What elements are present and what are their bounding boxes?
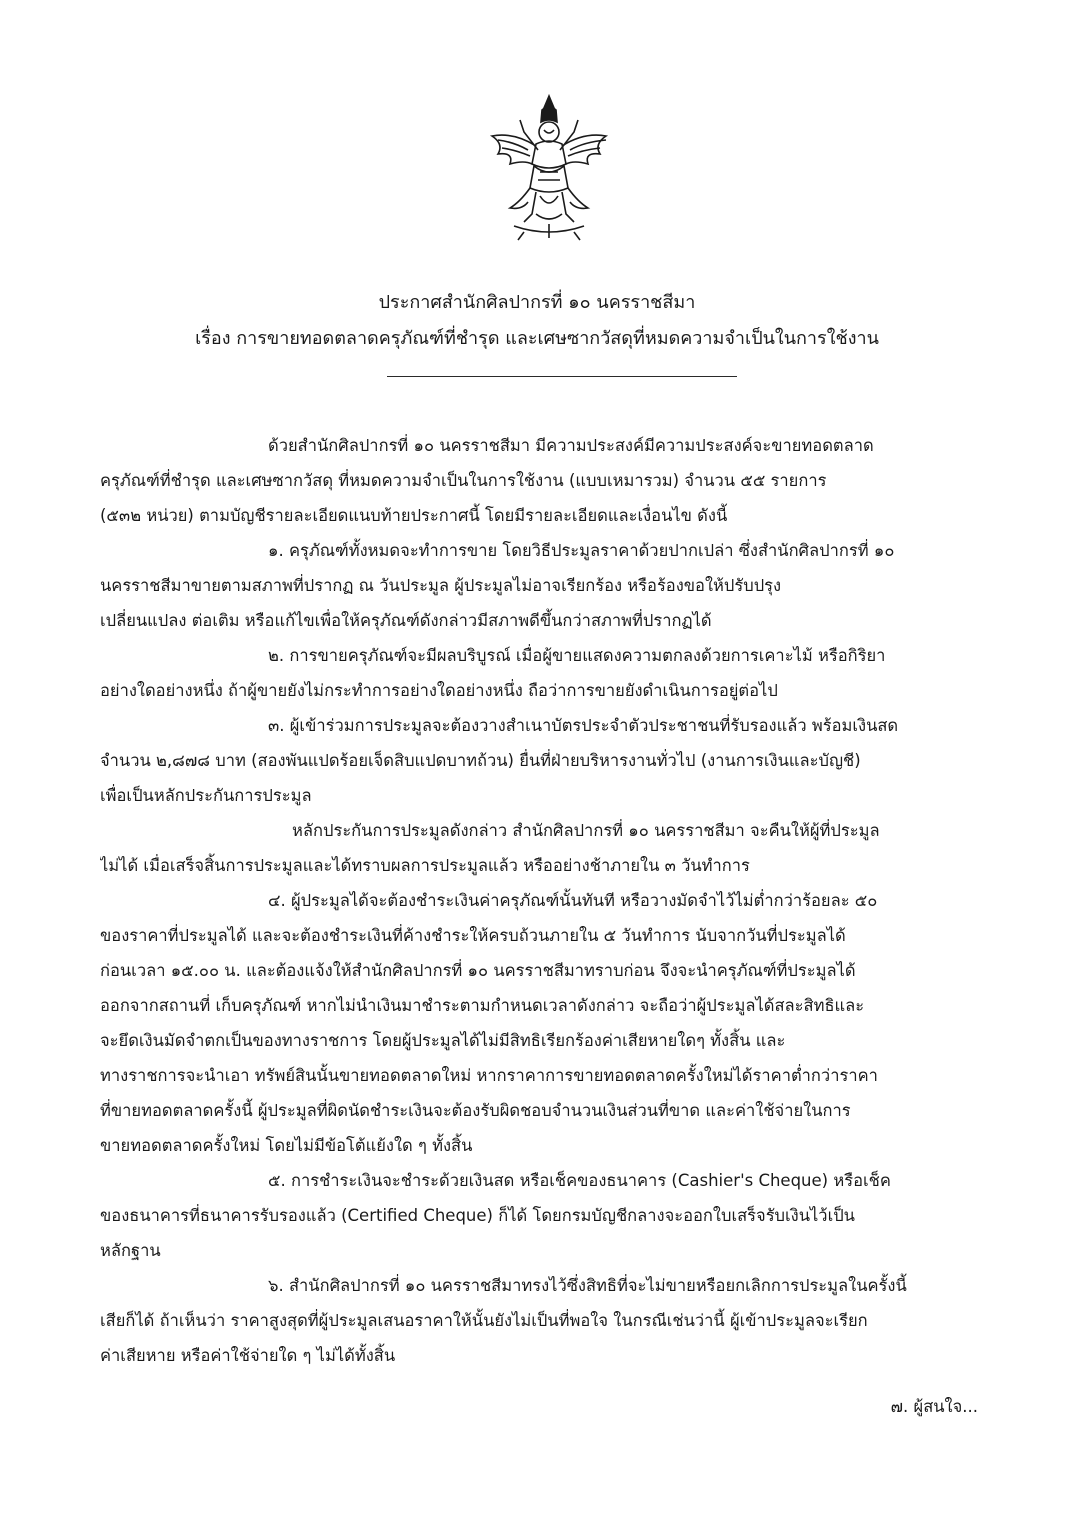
body-line: ครุภัณฑ์ที่ชำรุด และเศษซากวัสดุ ที่หมดความจำเป็นในการใช้งาน (แบบเหมารวม) จำนวน ๕๕ รายการ [100,471,827,490]
body-line: ๒. การขายครุภัณฑ์จะมีผลบริบูรณ์ เมื่อผู้ขายแสดงความตกลงด้วยการเคาะไม้ หรือกิริยา [268,646,886,665]
title-divider [387,376,737,377]
body-line: (๕๓๒ หน่วย) ตามบัญชีรายละเอียดแนบท้ายประกาศนี้ โดยมีรายละเอียดและเงื่อนไข ดังนี้ [100,506,728,525]
body-line: อย่างใดอย่างหนึ่ง ถ้าผู้ขายยังไม่กระทำการอย่างใดอย่างหนึ่ง ถือว่าการขายยังดำเนินการอยู่ต่อไป [100,681,778,700]
body-line: จำนวน ๒,๘๗๘ บาท (สองพันแปดร้อยเจ็ดสิบแปดบาทถ้วน) ยื่นที่ฝ่ายบริหารงานทั่วไป (งานการเงินและบัญชี) [100,751,861,770]
announcement-title: ประกาศสำนักศิลปากรที่ ๑๐ นครราชสีมา [378,292,696,313]
body-line: ไม่ได้ เมื่อเสร็จสิ้นการประมูลและได้ทราบผลการประมูลแล้ว หรืออย่างช้าภายใน ๓ วันทำการ [100,856,750,875]
body-line: ๑. ครุภัณฑ์ทั้งหมดจะทำการขาย โดยวิธีประมูลราคาด้วยปากเปล่า ซึ่งสำนักศิลปากรที่ ๑๐ [268,541,895,560]
body-line: ที่ขายทอดตลาดครั้งนี้ ผู้ประมูลที่ผิดนัดชำระเงินจะต้องรับผิดชอบจำนวนเงินส่วนที่ขาด และค่าใช้จ่ายในการ [100,1101,851,1120]
body-line: นครราชสีมาขายตามสภาพที่ปรากฏ ณ วันประมูล ผู้ประมูลไม่อาจเรียกร้อง หรือร้องขอให้ปรับปรุง [100,576,782,595]
body-line: จะยึดเงินมัดจำตกเป็นของทางราชการ โดยผู้ประมูลได้ไม่มีสิทธิเรียกร้องค่าเสียหายใดๆ ทั้งสิ้น และ [100,1031,786,1050]
body-line: เปลี่ยนแปลง ต่อเติม หรือแก้ไขเพื่อให้ครุภัณฑ์ดังกล่าวมีสภาพดีขึ้นกว่าสภาพที่ปรากฏได้ [100,611,712,630]
body-line: ของราคาที่ประมูลได้ และจะต้องชำระเงินที่ค้างชำระให้ครบถ้วนภายใน ๕ วันทำการ นับจากวันที่ประมูลได้ [100,926,846,945]
body-line: เสียก็ได้ ถ้าเห็นว่า ราคาสูงสุดที่ผู้ประมูลเสนอราคาให้นั้นยังไม่เป็นที่พอใจ ในกรณีเช่นว่านี้ ผู้เข้าประมูลจะเรียก [100,1311,868,1330]
announcement-subject: เรื่อง การขายทอดตลาดครุภัณฑ์ที่ชำรุด และเศษซากวัสดุที่หมดความจำเป็นในการใช้งาน [195,328,879,349]
body-line: เพื่อเป็นหลักประกันการประมูล [100,786,312,805]
body-line: ๕. การชำระเงินจะชำระด้วยเงินสด หรือเช็คของธนาคาร (Cashier's Cheque) หรือเช็ค [268,1171,891,1190]
announcement-body [100,428,976,1373]
body-line: ของธนาคารที่ธนาคารรับรองแล้ว (Certified Cheque) ก็ได้ โดยกรมบัญชีกลางจะออกใบเสร็จรับเงินไว้เป็น [100,1206,855,1225]
body-line: ออกจากสถานที่ เก็บครุภัณฑ์ หากไม่นำเงินมาชำระตามกำหนดเวลาดังกล่าว จะถือว่าผู้ประมูลได้สละสิทธิและ [100,996,865,1015]
body-line: ทางราชการจะนำเอา ทรัพย์สินนั้นขายทอดตลาดใหม่ หากราคาการขายทอดตลาดครั้งใหม่ได้ราคาต่ำกว่าราคา [100,1066,878,1085]
continuation-marker: ๗. ผู้สนใจ... [890,1397,978,1416]
body-line: ๓. ผู้เข้าร่วมการประมูลจะต้องวางสำเนาบัตรประจำตัวประชาชนที่รับรองแล้ว พร้อมเงินสด [268,716,899,735]
body-line: ค่าเสียหาย หรือค่าใช้จ่ายใด ๆ ไม่ได้ทั้งสิ้น [100,1346,396,1365]
garuda-emblem-icon [484,92,614,242]
body-line: ๔. ผู้ประมูลได้จะต้องชำระเงินค่าครุภัณฑ์นั้นทันที หรือวางมัดจำไว้ไม่ต่ำกว่าร้อยละ ๕๐ [268,891,878,910]
body-line: ๖. สำนักศิลปากรที่ ๑๐ นครราชสีมาทรงไว้ซึ่งสิทธิที่จะไม่ขายหรือยกเลิกการประมูลในครั้งนี้ [268,1276,907,1295]
body-line: หลักประกันการประมูลดังกล่าว สำนักศิลปากรที่ ๑๐ นครราชสีมา จะคืนให้ผู้ที่ประมูล [292,821,880,840]
body-line: ขายทอดตลาดครั้งใหม่ โดยไม่มีข้อโต้แย้งใด ๆ ทั้งสิ้น [100,1136,473,1155]
body-line: หลักฐาน [100,1241,161,1260]
body-line: ก่อนเวลา ๑๕.๐๐ น. และต้องแจ้งให้สำนักศิลปากรที่ ๑๐ นครราชสีมาทราบก่อน จึงจะนำครุภัณฑ์ที่ประมูลได้ [100,961,856,980]
body-line: ด้วยสำนักศิลปากรที่ ๑๐ นครราชสีมา มีความประสงค์มีความประสงค์จะขายทอดตลาด [268,436,874,455]
